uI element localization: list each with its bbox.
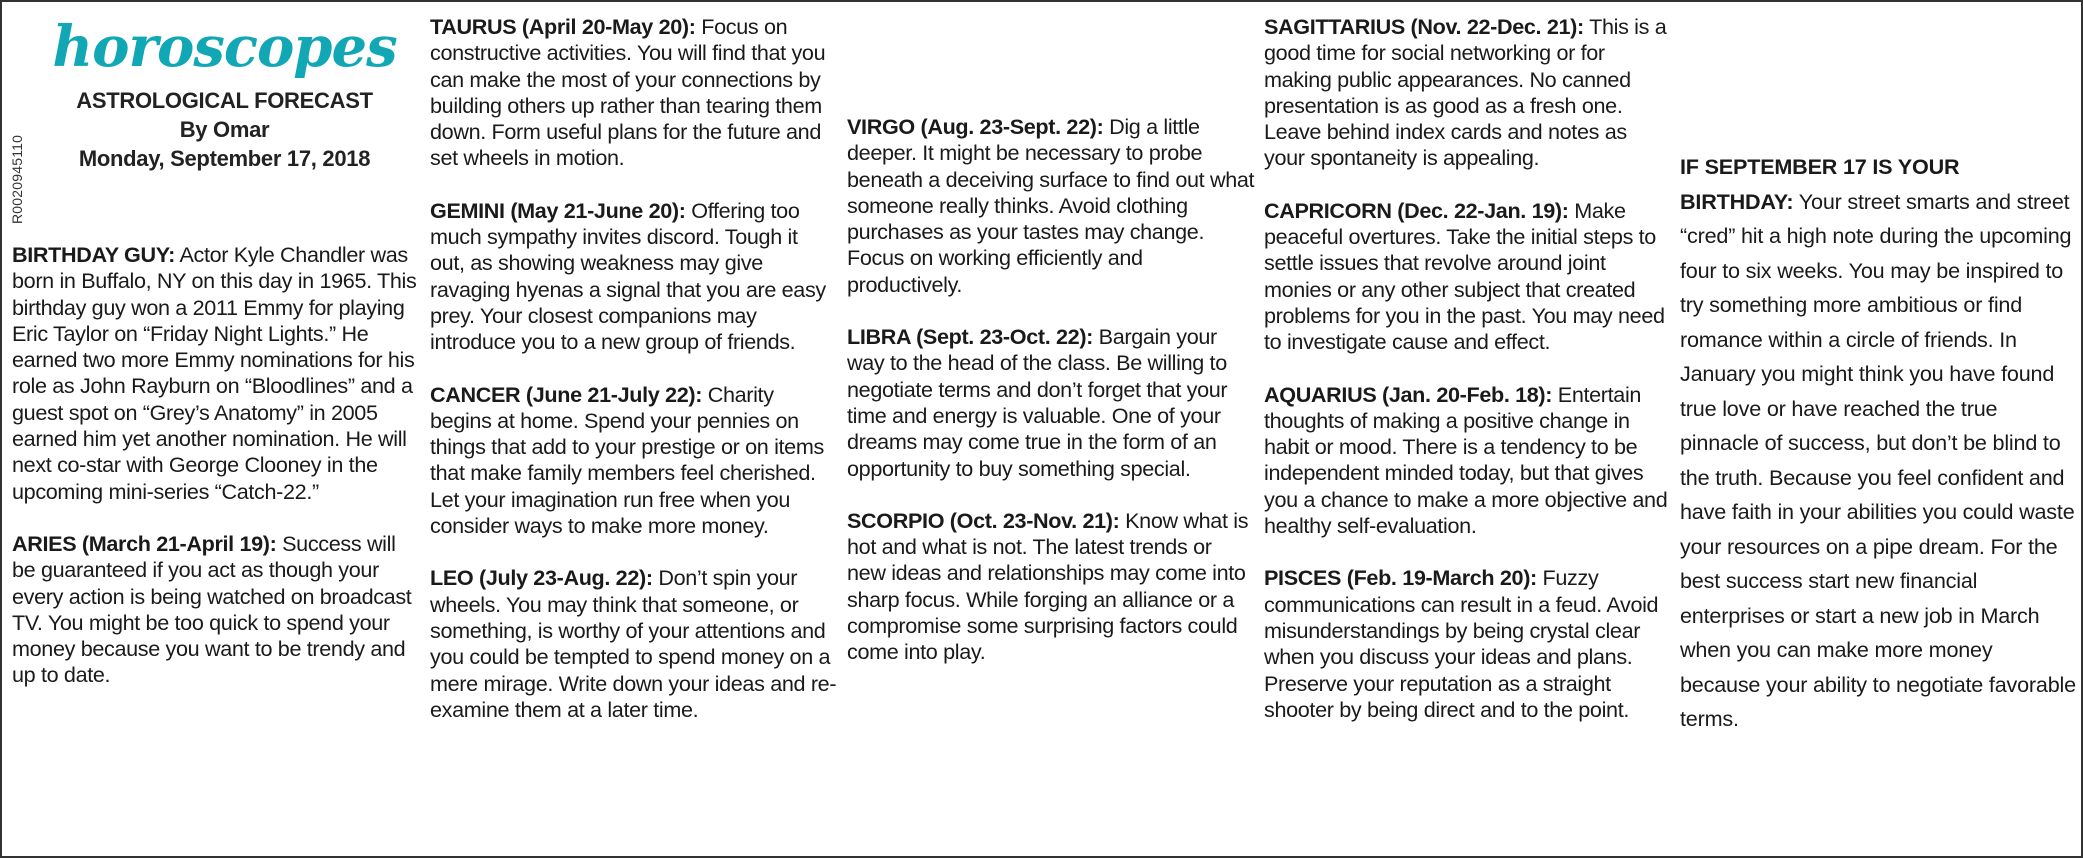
libra-heading: LIBRA (Sept. 23-Oct. 22):: [847, 324, 1094, 350]
aquarius-text: Entertain thoughts of making a positive change in habit or mood. There is a tendency to be independent minded today, but that gives you a chance to make a more objective and healthy self-evaluation.: [1264, 381, 1668, 539]
virgo-text: Dig a little deeper. It might be necessary to probe beneath a deceiving surface to find out what someone really thinks. Avoid clothing purchases as your tastes may change. Focus on working efficiently and productively.: [847, 114, 1255, 297]
taurus-text: Focus on constructive activities. You will find that you can make the most of your connections by building others up rather than tearing them down. Form useful plans for the future and set wheels in motion.: [430, 14, 826, 171]
taurus-heading: TAURUS (April 20-May 20):: [430, 14, 696, 39]
birthday-heading-line-1: IF SEPTEMBER 17 IS YOUR: [1680, 154, 1960, 179]
pisces-heading: PISCES (Feb. 19-March 20):: [1264, 565, 1537, 591]
cancer-text: Charity begins at home. Spend your pennies on things that add to your prestige or on items that make family members feel cherished. Let your imagination run free when you consider ways to make more money.: [430, 381, 824, 539]
taurus-entry: [430, 14, 837, 172]
column-1: [9, 2, 417, 856]
capricorn-text: Make peaceful overtures. Take the initial steps to settle issues that revolve around joint monies or any other subject that created problems for you in the past. You may need to investigate cause and effect.: [1264, 197, 1665, 355]
leo-text: Don’t spin your wheels. You may think that someone, or something, is worthy of your attentions and you could be tempted to spend money on a mere mirage. Write down your ideas and re-examine them at a later time.: [430, 565, 837, 722]
birthday-guy-text: Actor Kyle Chandler was born in Buffalo, NY on this day in 1965. This birthday guy won a 2011 Emmy for playing Eric Taylor on “Friday Night Lights.” He earned two more Emmy nominations for his role as John Rayburn on “Bloodlines” and a guest spot on “Grey’s Anatomy” in 2005 earned him yet another nomination. He will next co-star with George Clooney in the upcoming mini-series “Catch-22.”: [12, 242, 417, 504]
column-2: [430, 2, 837, 856]
leo-heading: LEO (July 23-Aug. 22):: [430, 565, 653, 591]
sagittarius-heading: SAGITTARIUS (Nov. 22-Dec. 21):: [1264, 14, 1584, 39]
gemini-heading: GEMINI (May 21-June 20):: [430, 197, 686, 223]
birthday-guy-entry: [12, 242, 417, 505]
gemini-entry: [430, 198, 837, 356]
scorpio-text: Know what is hot and what is not. The latest trends or new ideas and relationships may come into sharp focus. While forging an alliance or a compromise some surprising factors could come into play.: [847, 507, 1249, 665]
birthday-guy-heading: BIRTHDAY GUY:: [12, 242, 176, 267]
scorpio-heading: SCORPIO (Oct. 23-Nov. 21):: [847, 507, 1120, 533]
masthead-byline: By Omar: [179, 117, 270, 142]
aquarius-heading: AQUARIUS (Jan. 20-Feb. 18):: [1264, 381, 1553, 407]
aries-entry: [12, 531, 417, 689]
masthead-subtitle: ASTROLOGICAL FORECAST: [76, 88, 373, 113]
column-3: [847, 2, 1255, 856]
gemini-text: Offering too much sympathy invites discord. Tough it out, as showing weakness may give ravaging hyenas a signal that you are easy prey. Your closest companions may introduce you to a new group of friends.: [430, 197, 826, 355]
horoscopes-logo: horoscopes: [52, 14, 397, 80]
leo-entry: [430, 565, 837, 723]
masthead: [12, 16, 417, 173]
birthday-entry: [1680, 150, 2077, 737]
libra-entry: [847, 324, 1255, 482]
pisces-text: Fuzzy communications can result in a feud. Avoid misunderstandings by being crystal clear when you discuss your ideas and plans. Preserve your reputation as a straight shooter by being direct and to the point.: [1264, 565, 1659, 722]
birthday-text: Your street smarts and street “cred” hit a high note during the upcoming four to six weeks. You may be inspired to try something more ambitious or find romance within a circle of friends. In January you might think you have found true love or have reached the true pinnacle of success, but don’t be blind to the truth. Because you feel confident and have faith in your abilities you could waste your resources on a pipe dream. For the best success start new financial enterprises or start a new job in March when you can make more money because your ability to negotiate favorable terms.: [1680, 188, 2076, 731]
capricorn-heading: CAPRICORN (Dec. 22-Jan. 19):: [1264, 197, 1569, 223]
birthday-heading-line-2: BIRTHDAY:: [1680, 188, 1794, 214]
sagittarius-text: This is a good time for social networking or for making public appearances. No canned presentation is as good as a fresh one. Leave behind index cards and notes as your spontaneity is appealing.: [1264, 14, 1667, 171]
masthead-date: Monday, September 17, 2018: [78, 146, 371, 171]
aquarius-entry: [1264, 382, 1672, 540]
pisces-entry: [1264, 565, 1672, 723]
column-5: [1680, 2, 2077, 856]
sagittarius-entry: [1264, 14, 1672, 172]
libra-text: Bargain your way to the head of the class. Be willing to negotiate terms and don’t forget that your time and energy is valuable. One of your dreams may come true in the form of an opportunity to buy something special.: [847, 324, 1228, 481]
capricorn-entry: [1264, 198, 1672, 356]
scorpio-entry: [847, 508, 1255, 666]
aries-text: Success will be guaranteed if you act as though your every action is being watched on broadcast TV. You might be too quick to spend your money because you want to be trendy and up to date.: [12, 530, 412, 688]
virgo-heading: VIRGO (Aug. 23-Sept. 22):: [847, 114, 1104, 139]
cancer-entry: [430, 382, 837, 540]
ad-code: R0020945110: [9, 134, 25, 224]
virgo-entry: [847, 114, 1255, 298]
aries-heading: ARIES (March 21-April 19):: [12, 530, 277, 556]
cancer-heading: CANCER (June 21-July 22):: [430, 381, 703, 407]
column-4: [1264, 2, 1672, 856]
